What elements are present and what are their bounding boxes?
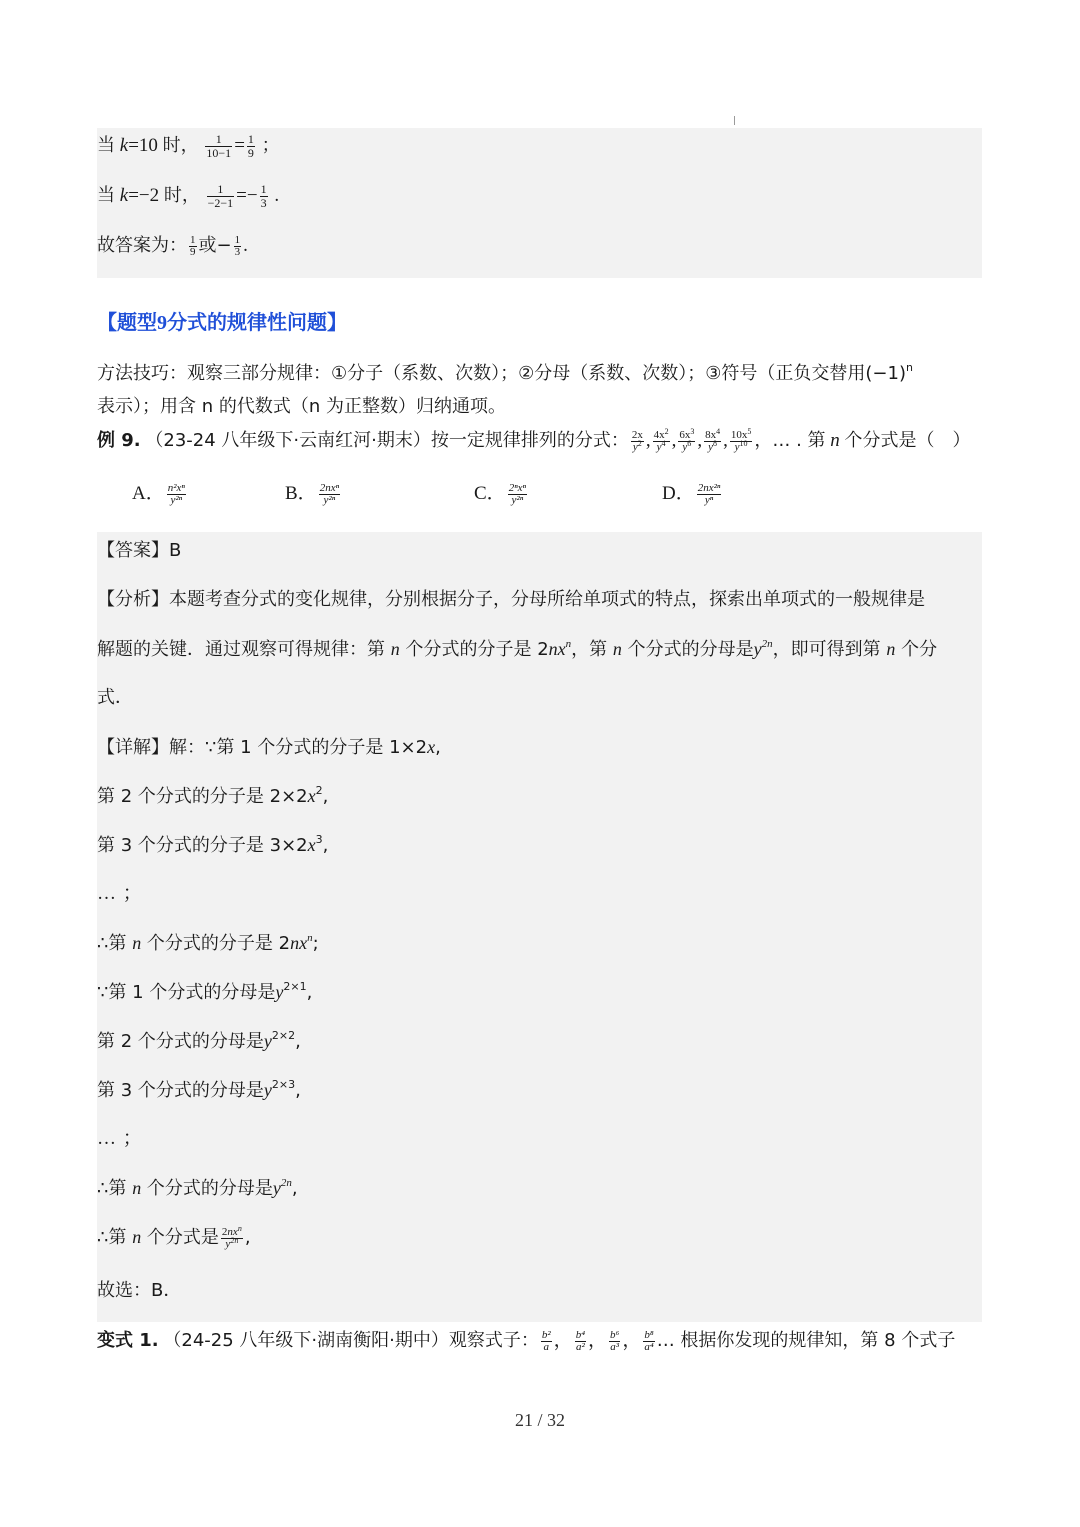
fraction: $\frac{1}{3}$ (260, 182, 267, 211)
answer-line: 【答案】B (97, 540, 182, 561)
page-mark (734, 116, 735, 125)
detail-line-1: 【详解】解：∵第 1 个分式的分子是 1×2x, (97, 737, 441, 758)
detail-line-8: ∴第 n 个分式的分母是$y^{2n}$, (97, 1177, 298, 1199)
detail-line-2: 第 2 个分式的分子是 $2\times 2x^2$, (97, 784, 329, 807)
fraction: $\frac{2nx^n}{y^{2n}}$ (221, 1223, 242, 1250)
analysis-line-3: 式． (97, 687, 133, 708)
fraction: $\frac{\text{b⁴}}{\text{a²}}$ (575, 1329, 586, 1354)
fraction: $\frac{1}{9}$ (247, 132, 254, 161)
variant-1: 变式 1. （24-25 八年级下·湖南衡阳·期中）观察式子： $\frac{\text{b²}}{a}$ ， $\frac{\text{b⁴}}{\text{a²}}$ ， $\frac{\text{b⁶}}{\text{a³}}$ ， $\frac{\text{b⁸}}{\text{a⁴}}$ … 根据你发现的规律知，第 8 个式子 (97, 1329, 956, 1354)
option-a: A． $\frac{\text{n²xⁿ}}{\text{y²ⁿ}}$ (132, 482, 185, 507)
method-line-1: 方法技巧：观察三部分规律：①分子（系数、次数）；②分母（系数、次数）；③符号（正负交替用$(-1)^n$ (97, 361, 913, 384)
choose-line: 故选：B． (97, 1280, 182, 1301)
analysis-line-1: 【分析】本题考查分式的变化规律，分别根据分子，分母所给单项式的特点，探索出单项式的一般规律是 (97, 589, 925, 610)
top-answer: 故答案为： $\frac{1}{9}$ 或− $\frac{1}{3}$ . (97, 234, 248, 259)
fraction: $\frac{1}{9}$ (190, 234, 196, 259)
detail-line-4: ∴第 n 个分式的分子是 $2nx^n$; (97, 932, 319, 954)
option-b: B． $\frac{\text{2nxⁿ}}{\text{y²ⁿ}}$ (285, 482, 340, 507)
fraction: $\frac{\text{b⁶}}{\text{a³}}$ (610, 1329, 620, 1354)
analysis-line-2: 解题的关键．通过观察可得规律：第 n 个分式的分子是 $2nx^n$，第 n 个分式的分母是$y^{2n}$，即可得到第 n 个分 (97, 638, 938, 660)
fraction: $\frac{\text{2ⁿxⁿ}}{\text{y²ⁿ}}$ (508, 482, 526, 507)
fraction: $\frac{\text{b²}}{a}$ (541, 1329, 551, 1354)
fraction: $\frac{10x^5}{y^{10}}$ (730, 427, 752, 454)
fraction: $\frac{4x^2}{y^4}$ (653, 427, 669, 454)
page-number: 21 / 32 (514, 1410, 565, 1430)
detail-line-9: ∴第 n 个分式是 $\frac{2nx^n}{y^{2n}}$ , (97, 1223, 251, 1250)
fraction: $\frac{1}{10-1}$ (206, 132, 232, 161)
fraction: $\frac{\text{n²xⁿ}}{\text{y²ⁿ}}$ (167, 482, 185, 507)
top-line-1: 当 k=10 时， $\frac{1}{10-1}$ = $\frac{1}{9}$ ； (97, 132, 280, 161)
detail-line-7: 第 3 个分式的分母是$y^{2\times 3}$, (97, 1078, 301, 1101)
detail-dots-1: … ； (97, 883, 143, 904)
detail-dots-2: … ； (97, 1128, 143, 1149)
detail-line-3: 第 3 个分式的分子是 $3\times 2x^3$, (97, 833, 329, 856)
option-c: C． $\frac{\text{2ⁿxⁿ}}{\text{y²ⁿ}}$ (474, 482, 526, 507)
detail-line-5: ∵第 1 个分式的分母是$y^{2\times 1}$, (97, 980, 313, 1003)
fraction: $\frac{\text{2nx²ⁿ}}{\text{yⁿ}}$ (697, 482, 721, 507)
fraction: $\frac{1}{-2-1}$ (207, 182, 234, 211)
section-heading: 【题型9分式的规律性问题】 (97, 310, 347, 334)
fraction: $\frac{\text{b⁸}}{\text{a⁴}}$ (644, 1329, 654, 1354)
fraction: $\frac{2x}{y^2}$ (631, 429, 643, 454)
fraction: $\frac{1}{3}$ (234, 234, 241, 259)
example-9: 例 9. （23-24 八年级下·云南红河·期末）按一定规律排列的分式： $\frac{2x}{y^2}$ , $\frac{4x^2}{y^4}$ , $\frac{6x^3}{y^6}$ , $\frac{8x^4}{y^8}$ , $\frac{10x^5}{y^{10}}$ ，… . 第 n 个分式是（ ） (97, 427, 971, 454)
method-line-2: 表示）；用含 n 的代数式（n 为正整数）归纳通项。 (97, 396, 506, 417)
detail-line-6: 第 2 个分式的分母是$y^{2\times 2}$, (97, 1029, 301, 1052)
fraction: $\frac{8x^4}{y^8}$ (705, 427, 721, 454)
top-line-2: 当 k=−2 时， $\frac{1}{-2-1}$ =− $\frac{1}{3}$ . (97, 182, 280, 211)
option-d: D． $\frac{\text{2nx²ⁿ}}{\text{yⁿ}}$ (662, 482, 721, 507)
fraction: $\frac{6x^3}{y^6}$ (679, 427, 695, 454)
fraction: $\frac{\text{2nxⁿ}}{\text{y²ⁿ}}$ (319, 482, 340, 507)
